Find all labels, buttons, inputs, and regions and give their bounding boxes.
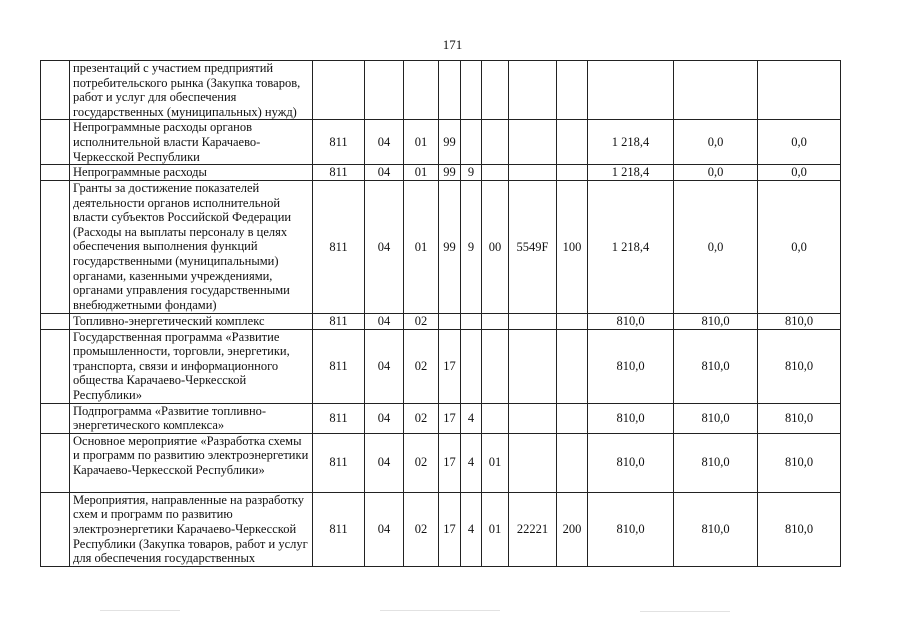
cell-c6 <box>482 61 509 120</box>
page-number: 171 <box>442 37 463 52</box>
cell-c1: 811 <box>313 329 365 403</box>
cell-c8 <box>557 329 588 403</box>
cell-c5: 9 <box>461 165 482 181</box>
cell-c7 <box>509 120 557 165</box>
cell-c3: 02 <box>404 403 439 433</box>
cell-c3: 02 <box>404 329 439 403</box>
row-description: Основное мероприятие «Разработка схемы и программ по развитию электроэнергетики Карачаево-Черкесской Республики» <box>70 433 313 492</box>
budget-table <box>40 60 841 567</box>
row-index-cell <box>41 61 70 120</box>
cell-v2: 810,0 <box>674 403 758 433</box>
cell-c6 <box>482 403 509 433</box>
cell-c1: 811 <box>313 313 365 329</box>
cell-c6: 01 <box>482 492 509 566</box>
cell-v2: 810,0 <box>674 329 758 403</box>
cell-c5: 9 <box>461 180 482 313</box>
cell-v3: 0,0 <box>758 180 841 313</box>
table-row <box>41 433 841 492</box>
row-description: Непрограммные расходы органов исполнительной власти Карачаево-Черкесской Республики <box>70 120 313 165</box>
row-index-cell <box>41 329 70 403</box>
row-description: презентаций с участием предприятий потребительского рынка (Закупка товаров, работ и услуг для обеспечения государственных (муниципальных) нужд) <box>70 61 313 120</box>
cell-c6 <box>482 165 509 181</box>
cell-c4 <box>439 313 461 329</box>
cell-v3: 0,0 <box>758 120 841 165</box>
cell-v3 <box>758 61 841 120</box>
cell-v3: 810,0 <box>758 329 841 403</box>
cell-v2: 810,0 <box>674 313 758 329</box>
cell-c4: 99 <box>439 120 461 165</box>
cell-v2: 0,0 <box>674 165 758 181</box>
cell-c4: 17 <box>439 433 461 492</box>
cell-c5 <box>461 329 482 403</box>
cell-c7 <box>509 313 557 329</box>
cell-c6: 00 <box>482 180 509 313</box>
cell-c1 <box>313 61 365 120</box>
row-description: Гранты за достижение показателей деятельности органов исполнительной власти субъектов Российской Федерации (Расходы на выплаты персоналу в целях обеспечения выполнения функций государственными (муниципальными) органами, казенными учреждениями, органами управления государственными внебюджетными фондами) <box>70 180 313 313</box>
cell-c5: 4 <box>461 433 482 492</box>
table-row <box>41 403 841 433</box>
cell-c5 <box>461 120 482 165</box>
cell-v1: 810,0 <box>588 403 674 433</box>
cell-c1: 811 <box>313 120 365 165</box>
cell-c7 <box>509 61 557 120</box>
cell-c2: 04 <box>365 120 404 165</box>
cell-c8: 200 <box>557 492 588 566</box>
row-index-cell <box>41 165 70 181</box>
cell-c8 <box>557 433 588 492</box>
cell-c3 <box>404 61 439 120</box>
cell-v2 <box>674 61 758 120</box>
cell-c7: 22221 <box>509 492 557 566</box>
cell-v1 <box>588 61 674 120</box>
cell-c7 <box>509 165 557 181</box>
row-index-cell <box>41 403 70 433</box>
cell-c2: 04 <box>365 403 404 433</box>
cell-c7: 5549F <box>509 180 557 313</box>
cell-c8: 100 <box>557 180 588 313</box>
cell-c4: 17 <box>439 329 461 403</box>
row-description: Топливно-энергетический комплекс <box>70 313 313 329</box>
cell-c8 <box>557 403 588 433</box>
cell-c1: 811 <box>313 165 365 181</box>
cell-v2: 0,0 <box>674 120 758 165</box>
cell-v3: 810,0 <box>758 492 841 566</box>
row-index-cell <box>41 313 70 329</box>
cell-c6 <box>482 120 509 165</box>
cell-c6 <box>482 313 509 329</box>
cell-c2: 04 <box>365 165 404 181</box>
cell-c3: 02 <box>404 313 439 329</box>
cell-c3: 01 <box>404 165 439 181</box>
cell-c5 <box>461 61 482 120</box>
row-description: Государственная программа «Развитие промышленности, торговли, энергетики, транспорта, связи и информационного общества Карачаево-Черкесской Республики» <box>70 329 313 403</box>
cell-c2: 04 <box>365 329 404 403</box>
cell-c7 <box>509 433 557 492</box>
cell-c4: 99 <box>439 180 461 313</box>
cell-c1: 811 <box>313 180 365 313</box>
cell-c2 <box>365 61 404 120</box>
cell-v1: 810,0 <box>588 329 674 403</box>
cell-c4: 99 <box>439 165 461 181</box>
table-row <box>41 180 841 313</box>
cell-v3: 0,0 <box>758 165 841 181</box>
cell-v2: 810,0 <box>674 433 758 492</box>
cell-c5 <box>461 313 482 329</box>
cell-c4: 17 <box>439 403 461 433</box>
cell-c4 <box>439 61 461 120</box>
cell-v2: 810,0 <box>674 492 758 566</box>
row-description: Непрограммные расходы <box>70 165 313 181</box>
table-row <box>41 120 841 165</box>
cell-c4: 17 <box>439 492 461 566</box>
table-row <box>41 165 841 181</box>
table-row <box>41 313 841 329</box>
cell-v1: 810,0 <box>588 492 674 566</box>
cell-c6 <box>482 329 509 403</box>
row-index-cell <box>41 433 70 492</box>
row-index-cell <box>41 120 70 165</box>
row-index-cell <box>41 492 70 566</box>
cell-v3: 810,0 <box>758 403 841 433</box>
cell-c5: 4 <box>461 403 482 433</box>
cell-v1: 1 218,4 <box>588 120 674 165</box>
cell-c3: 02 <box>404 433 439 492</box>
cell-v3: 810,0 <box>758 433 841 492</box>
cell-c1: 811 <box>313 403 365 433</box>
cell-c7 <box>509 403 557 433</box>
cell-c6: 01 <box>482 433 509 492</box>
cell-c2: 04 <box>365 492 404 566</box>
table-row <box>41 492 841 566</box>
cell-v1: 810,0 <box>588 313 674 329</box>
cell-v1: 1 218,4 <box>588 165 674 181</box>
cell-c1: 811 <box>313 433 365 492</box>
cell-c3: 01 <box>404 180 439 313</box>
cell-v3: 810,0 <box>758 313 841 329</box>
cell-c8 <box>557 61 588 120</box>
row-description: Подпрограмма «Развитие топливно-энергетического комплекса» <box>70 403 313 433</box>
table-row <box>41 329 841 403</box>
cell-c8 <box>557 313 588 329</box>
cell-c2: 04 <box>365 180 404 313</box>
row-index-cell <box>41 180 70 313</box>
cell-v2: 0,0 <box>674 180 758 313</box>
cell-v1: 1 218,4 <box>588 180 674 313</box>
cell-c5: 4 <box>461 492 482 566</box>
cell-c1: 811 <box>313 492 365 566</box>
cell-c3: 01 <box>404 120 439 165</box>
cell-c8 <box>557 165 588 181</box>
cell-v1: 810,0 <box>588 433 674 492</box>
cell-c2: 04 <box>365 433 404 492</box>
table-row <box>41 61 841 120</box>
cell-c7 <box>509 329 557 403</box>
cell-c2: 04 <box>365 313 404 329</box>
cell-c3: 02 <box>404 492 439 566</box>
row-description: Мероприятия, направленные на разработку схем и программ по развитию электроэнергетики Карачаево-Черкесской Республики (Закупка товаров, работ и услуг для обеспечения государственных <box>70 492 313 566</box>
cell-c8 <box>557 120 588 165</box>
